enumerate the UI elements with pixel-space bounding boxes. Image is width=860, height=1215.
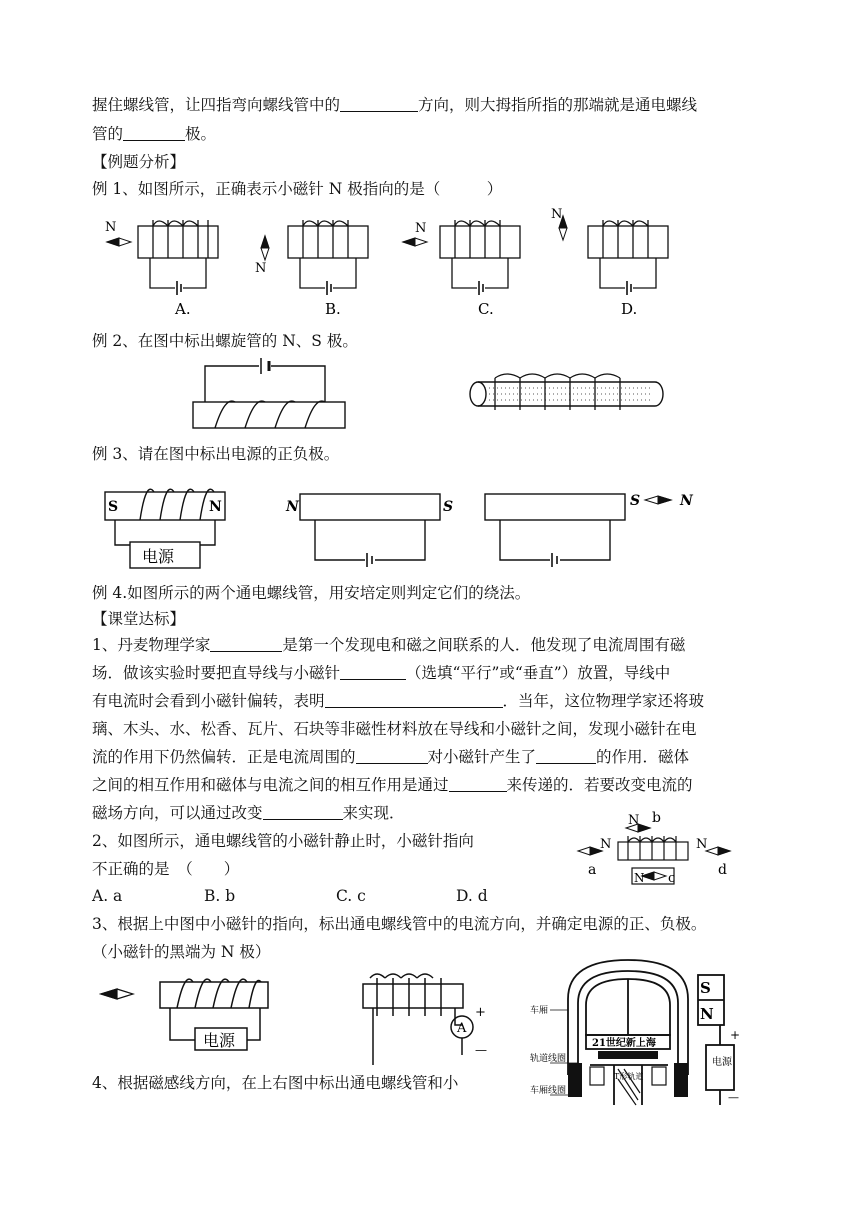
q1-line: 璃、木头、水、松香、瓦片、石块等非磁性材料放在导线和小磁针之间，发现小磁针在电 <box>92 720 697 738</box>
option-label: A. <box>175 300 191 318</box>
q4-line: 4、根据磁感线方向，在上右图中标出通电螺线管和小 <box>92 1074 459 1092</box>
q2-line: 不正确的是 （ ） <box>92 860 240 878</box>
n-label: N <box>209 499 222 515</box>
text-line: 管的 极。 <box>92 125 217 143</box>
option-label: C. <box>478 300 494 318</box>
q1-line: 1、丹麦物理学家 是第一个发现电和磁之间联系的人．他发现了电流周围有磁 <box>92 636 686 654</box>
power-label: 电源 <box>142 547 175 566</box>
svg-text:c: c <box>668 871 676 885</box>
option-label: D. <box>621 300 638 318</box>
blank[interactable] <box>340 95 418 112</box>
example-2-figure <box>185 356 675 434</box>
q1-line: 场．做该实验时要把直导线与小磁针 （选填“平行”或“垂直”）放置，导线中 <box>92 664 671 682</box>
svg-text:b: b <box>652 810 661 826</box>
svg-text:N: N <box>700 1005 714 1023</box>
text-line: 握住螺线管，让四指弯向螺线管中的 方向，则大拇指所指的那端就是通电螺线 <box>92 96 698 114</box>
maglev-figure <box>528 955 770 1110</box>
blank[interactable] <box>356 747 428 764</box>
blank[interactable] <box>123 124 185 141</box>
q1-line: 流的作用下仍然偏转．正是电流周围的 对小磁针产生了 的作用．磁体 <box>92 748 690 766</box>
n-label: N <box>286 499 299 515</box>
example-1-figure <box>95 206 675 322</box>
svg-text:N: N <box>628 813 640 828</box>
option-b[interactable]: B. b <box>204 887 236 905</box>
s-label: S <box>630 493 641 509</box>
n-label: N <box>105 220 117 235</box>
svg-text:—: — <box>475 1043 487 1057</box>
section-heading-examples: 【例题分析】 <box>92 153 186 171</box>
blank[interactable] <box>210 635 282 652</box>
s-label: S <box>108 499 119 515</box>
svg-text:N: N <box>634 871 645 885</box>
svg-text:A: A <box>457 1021 467 1036</box>
q3-line: （小磁针的黑端为 N 极） <box>92 943 271 961</box>
q1-line: 有电流时会看到小磁针偏转，表明 ．当年，这位物理学家还将玻 <box>92 692 705 710</box>
q1-line: 磁场方向，可以通过改变 来实现． <box>92 804 405 822</box>
q2-line: 2、如图所示，通电螺线管的小磁针静止时，小磁针指向 <box>92 832 474 850</box>
svg-text:21世纪新上海: 21世纪新上海 <box>592 1038 656 1049</box>
svg-text:d: d <box>718 862 727 878</box>
svg-text:电源: 电源 <box>712 1057 732 1068</box>
svg-text:a: a <box>588 862 597 878</box>
svg-text:T形轨道: T形轨道 <box>614 1072 644 1081</box>
example-1: 例 1、如图所示，正确表示小磁针 N 极指向的是（ ） <box>92 180 503 198</box>
blank[interactable] <box>263 803 343 820</box>
example-4: 例 4.如图所示的两个通电螺线管，用安培定则判定它们的绕法。 <box>92 584 531 602</box>
option-label: B. <box>325 300 341 318</box>
blank[interactable] <box>340 663 406 680</box>
svg-text:—: — <box>728 1091 739 1104</box>
q1-line: 之间的相互作用和磁体与电流之间的相互作用是通过 来传递的．若要改变电流的 <box>92 776 693 794</box>
svg-text:+: + <box>475 1005 486 1020</box>
q2-figure <box>570 810 740 885</box>
svg-text:车厢: 车厢 <box>530 1006 549 1016</box>
svg-text:N: N <box>696 837 708 852</box>
section-heading-practice: 【课堂达标】 <box>92 610 186 628</box>
svg-text:S: S <box>700 979 711 997</box>
q3-figure <box>95 970 515 1065</box>
example-2: 例 2、在图中标出螺旋管的 N、S 极。 <box>92 332 358 350</box>
blank[interactable] <box>325 691 503 708</box>
s-label: S <box>443 499 454 515</box>
svg-text:电源: 电源 <box>203 1031 236 1050</box>
svg-text:+: + <box>730 1028 741 1042</box>
option-d[interactable]: D. d <box>456 887 488 905</box>
blank[interactable] <box>536 747 596 764</box>
option-a[interactable]: A. a <box>92 887 123 905</box>
n-label: N <box>415 221 427 236</box>
svg-text:N: N <box>600 837 612 852</box>
option-c[interactable]: C. c <box>336 887 366 905</box>
blank[interactable] <box>449 775 507 792</box>
n-label: N <box>255 261 267 276</box>
n-label: N <box>551 207 563 222</box>
q3-line: 3、根据上中图中小磁针的指向，标出通电螺线管中的电流方向，并确定电源的正、负极。 <box>92 915 707 933</box>
svg-text:轨道线圈: 轨道线圈 <box>530 1054 567 1064</box>
n-label: N <box>680 493 693 509</box>
example-3-figure <box>100 480 700 580</box>
example-3: 例 3、请在图中标出电源的正负极。 <box>92 445 340 463</box>
svg-text:车厢线圈: 车厢线圈 <box>530 1086 567 1096</box>
